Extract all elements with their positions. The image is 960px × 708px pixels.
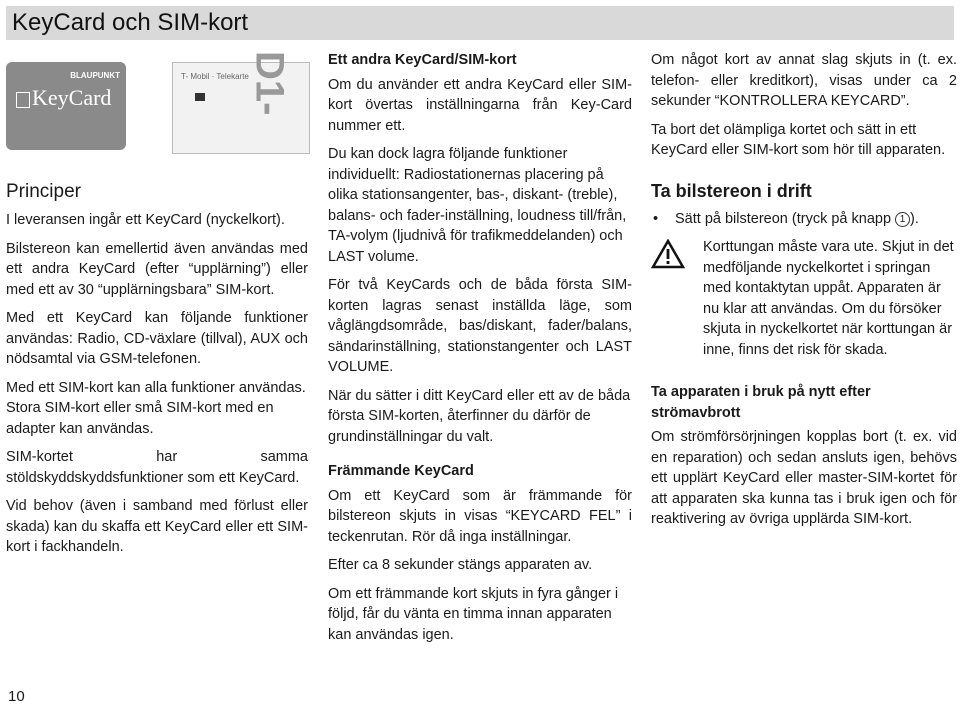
column-2	[328, 50, 632, 653]
sim-card-top-text: T- Mobil · Telekarte	[181, 72, 249, 81]
paragraph: Med ett SIM-kort kan alla funktioner användas. Stora SIM-kort eller små SIM-kort med en adapter kan användas.	[6, 379, 306, 437]
paragraph: Om något kort av annat slag skjuts in (t. ex. telefon- eller kreditkort), visas under ca 2 sekunder “KONTROLLERA KEYCARD”.	[651, 52, 957, 109]
keycard-image	[6, 62, 126, 150]
card-illustration	[6, 51, 308, 152]
sim-card-logo: D1-	[247, 51, 292, 116]
paragraph: SIM-kortet har samma stöldskyddskyddsfunktioner som ett KeyCard.	[6, 449, 308, 486]
column-1	[6, 51, 308, 566]
bullet-text: Sätt på bilstereon (tryck på knapp	[675, 210, 896, 227]
paragraph: I leveransen ingår ett KeyCard (nyckelkort).	[6, 212, 285, 228]
bullet-text-end: ).	[910, 210, 919, 227]
paragraph: Vid behov (även i samband med förlust eller skada) kan du skaffa ett KeyCard eller ett SIM-kort i fackhandeln.	[6, 498, 308, 555]
paragraph: För två KeyCards och de båda första SIM-korten lagras senast inställda läge, som våglängdsområde, bas/diskant, fader/balans, sändarinställning, stationstangenter och LAST VOLUME.	[328, 277, 632, 375]
paragraph: Efter ca 8 sekunder stängs apparaten av.	[328, 557, 593, 573]
paragraph: Bilstereon kan emellertid även användas med ett andra KeyCard (efter “upplärning”) eller med ett av 30 “upplärningsbara” SIM-kort.	[6, 240, 308, 298]
page-header	[6, 6, 954, 40]
column-3	[651, 50, 957, 538]
section-heading-second-keycard: Ett andra KeyCard/SIM-kort	[328, 52, 517, 68]
paragraph: Om du använder ett andra KeyCard eller SIM-kort övertas inställningarna från Key-Card nummer ett.	[328, 76, 632, 134]
section-heading-foreign-keycard: Främmande KeyCard	[328, 463, 474, 479]
page-number: 10	[8, 688, 25, 705]
keycard-label: KeyCard	[32, 85, 112, 110]
warning-icon	[651, 239, 685, 269]
chip-icon	[16, 92, 30, 108]
section-heading-start: Ta bilstereon i drift	[651, 180, 812, 201]
paragraph: När du sätter i ditt KeyCard eller ett av de båda första SIM-korten, återfinner du därför de grundinställningar du valt.	[328, 387, 631, 445]
bullet-item	[651, 209, 957, 230]
keycard-brand: BLAUPUNKT	[70, 71, 120, 80]
paragraph: Du kan dock lagra följande funktioner individuellt: Radiostationernas placering på olika stationsangenter, bas-, diskant- (treble), balans- och fader-inställning, loudness till/från, TA-volym (ljudnivå för trafikmeddelanden) och LAST volume.	[328, 146, 627, 265]
section-heading-power-restore: Ta apparaten i bruk på nytt efter strömavbrott	[651, 384, 871, 421]
paragraph: Med ett KeyCard kan följande funktioner användas: Radio, CD-växlare (tillval), AUX och nödsamtal via GSM-telefonen.	[6, 310, 308, 367]
paragraph: Om ett främmande kort skjuts in fyra gånger i följd, får du vänta en timma innan apparaten kan användas igen.	[328, 585, 619, 643]
paragraph: Ta bort det olämpliga kortet och sätt in ett KeyCard eller SIM-kort som hör till apparaten.	[651, 121, 946, 158]
warning-block	[651, 237, 957, 360]
page-title: KeyCard och SIM-kort	[12, 9, 249, 36]
sim-chip-icon	[195, 93, 205, 101]
paragraph: Om strömförsörjningen kopplas bort (t. ex. vid en reparation) och sedan ansluts igen, behövs ett upplärt KeyCard eller master-SIM-kortet för att apparaten ska kunna tas i bruk igen och för reaktivering av övriga upplärda SIM-kort.	[651, 429, 957, 527]
paragraph: Om ett KeyCard som är främmande för bilstereon skjuts in visas “KEYCARD FEL” i teckenrutan. Rör då inga inställningar.	[328, 487, 632, 545]
button-number-icon: 1	[895, 212, 910, 227]
sim-card-image	[172, 51, 310, 154]
section-heading-principer: Principer	[6, 181, 81, 202]
warning-text: Korttungan måste vara ute. Skjut in det medföljande nyckelkortet i springan med kontaktytan uppåt. Apparaten är nu klar att användas. Om du försöker skjuta in nyckelkortet när korttungan är inne, finns det risk för skada.	[703, 239, 954, 358]
